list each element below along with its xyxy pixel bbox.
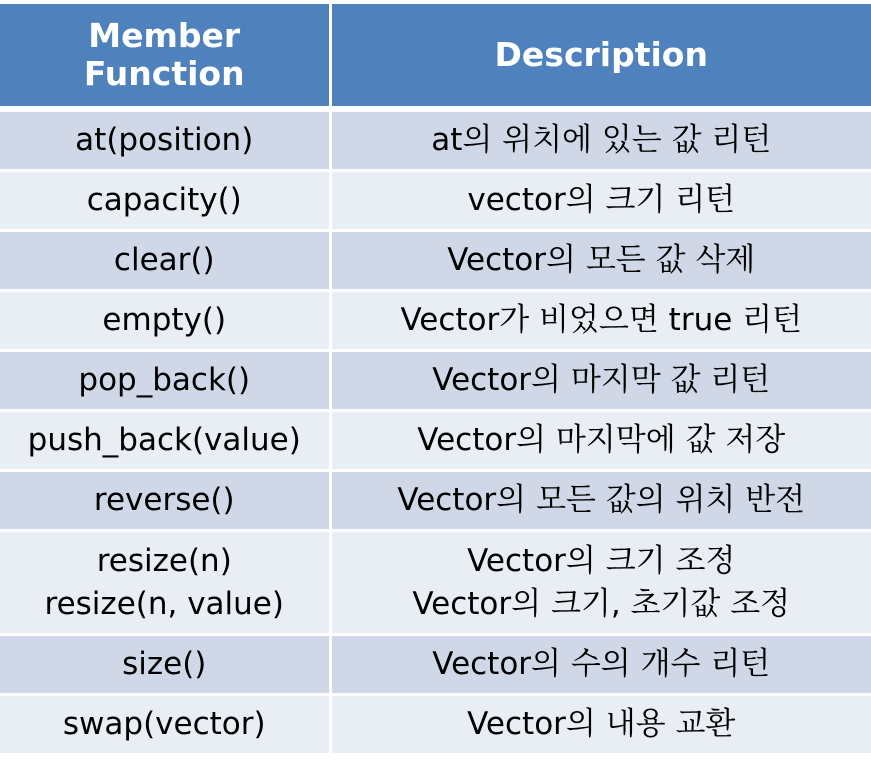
function-name: at(position)	[75, 122, 254, 158]
table-row	[0, 635, 871, 695]
function-cell	[0, 695, 330, 755]
member-function-table-container	[0, 4, 871, 756]
function-name: resize(n, value)	[44, 585, 284, 622]
function-name: capacity()	[86, 182, 242, 218]
table-row	[0, 109, 871, 171]
table-row	[0, 531, 871, 635]
function-cell	[0, 531, 330, 635]
header-description	[330, 4, 871, 109]
function-description: Vector의 모든 값의 위치 반전	[397, 482, 806, 518]
function-cell	[0, 231, 330, 291]
description-cell	[330, 695, 871, 755]
table-row	[0, 171, 871, 231]
description-cell	[330, 411, 871, 471]
table-row	[0, 231, 871, 291]
table-header-row	[0, 4, 871, 109]
function-description: at의 위치에 있는 값 리턴	[431, 122, 772, 158]
description-cell	[330, 109, 871, 171]
function-description: Vector의 수의 개수 리턴	[432, 646, 771, 682]
function-name: push_back(value)	[27, 422, 301, 458]
function-name: clear()	[113, 242, 215, 278]
description-cell	[330, 531, 871, 635]
function-cell	[0, 109, 330, 171]
table-row	[0, 471, 871, 531]
function-description: Vector의 모든 값 삭제	[447, 242, 756, 278]
function-name: reverse()	[93, 482, 235, 518]
description-cell	[330, 635, 871, 695]
header-line: Description	[494, 35, 708, 74]
header-member-function	[0, 4, 330, 109]
function-name: empty()	[102, 302, 227, 338]
function-description: Vector의 내용 교환	[467, 706, 736, 742]
function-cell	[0, 635, 330, 695]
function-description: Vector의 크기 조정	[467, 542, 736, 579]
description-cell	[330, 231, 871, 291]
function-description: Vector가 비었으면 true 리턴	[400, 302, 803, 338]
function-description: Vector의 마지막 값 리턴	[432, 362, 771, 398]
function-cell	[0, 411, 330, 471]
header-line: Member	[88, 16, 241, 55]
function-cell	[0, 351, 330, 411]
function-cell	[0, 471, 330, 531]
description-cell	[330, 171, 871, 231]
function-name: swap(vector)	[62, 706, 266, 742]
description-cell	[330, 291, 871, 351]
function-description: Vector의 마지막에 값 저장	[417, 422, 786, 458]
function-description: vector의 크기 리턴	[467, 182, 736, 218]
function-cell	[0, 171, 330, 231]
function-name: size()	[122, 646, 207, 682]
function-name: resize(n)	[96, 542, 232, 579]
header-line: Function	[83, 54, 245, 93]
function-name: pop_back()	[78, 362, 251, 398]
function-description: Vector의 크기, 초기값 조정	[412, 585, 791, 622]
member-function-table	[0, 4, 871, 756]
table-row	[0, 291, 871, 351]
table-row	[0, 411, 871, 471]
table-row	[0, 351, 871, 411]
description-cell	[330, 351, 871, 411]
description-cell	[330, 471, 871, 531]
table-row	[0, 695, 871, 755]
function-cell	[0, 291, 330, 351]
